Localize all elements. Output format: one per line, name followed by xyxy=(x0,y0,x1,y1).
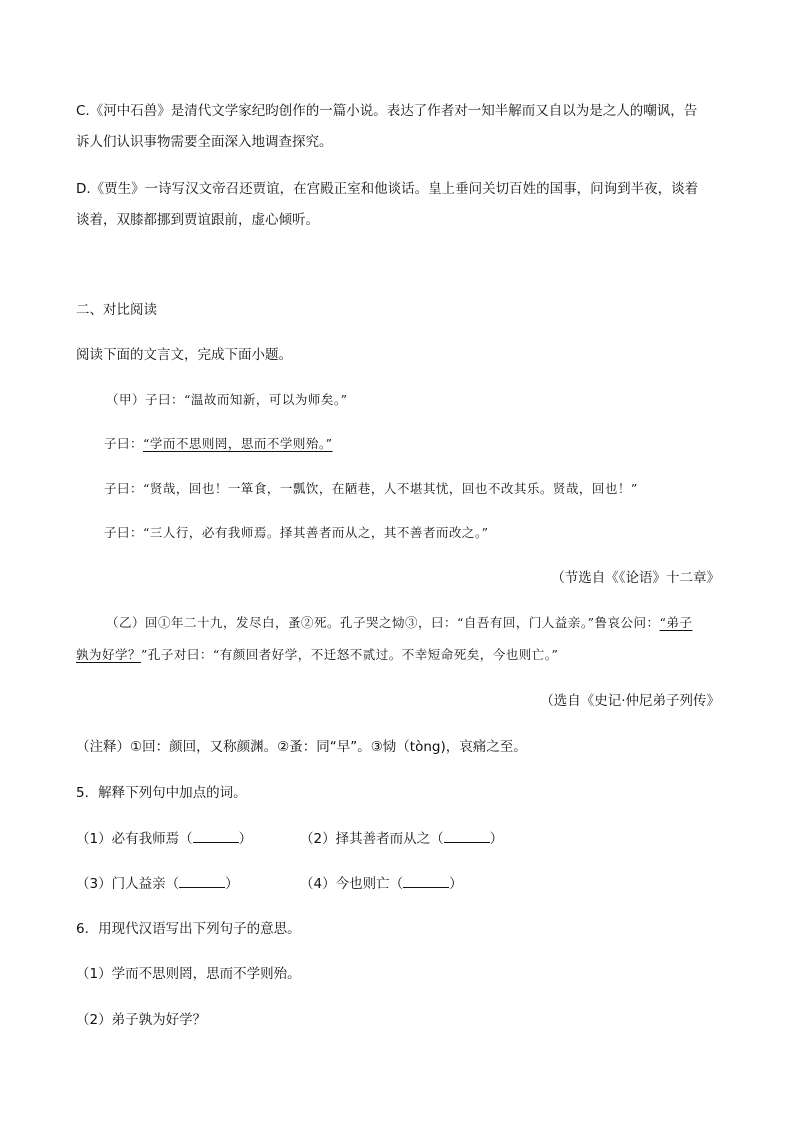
jia-line2 xyxy=(104,434,333,454)
notes: （注释）①回：颜回，又称颜渊。②蚤：同“早”。③恸（tòng)，哀痛之至。 xyxy=(76,739,527,755)
q6-item-1: （1）学而不思则罔，思而不学则殆。 xyxy=(76,966,301,982)
jia-line3: 子曰：“贤哉，回也！一箪食，一瓢饮，在陋巷，人不堪其忧，回也不改其乐。贤哉，回也！” xyxy=(104,481,638,496)
q5-item-2 xyxy=(300,828,503,849)
section-instruction: 阅读下面的文言文，完成下面小题。 xyxy=(76,347,292,363)
answer-blank-1[interactable] xyxy=(193,828,239,843)
q5-item-2-close: ） xyxy=(489,831,504,847)
q5-item-2-label: （2）择其善者而从之（ xyxy=(300,831,444,847)
jia-line1: （甲）子曰：“温故而知新，可以为师矣。” xyxy=(106,392,348,407)
yi-line1 xyxy=(106,613,692,633)
option-c-line2: 诉人们认识事物需要全面深入地调查探究。 xyxy=(76,134,333,150)
option-d-line2: 谈着，双膝都挪到贾谊跟前，虚心倾听。 xyxy=(76,212,319,228)
yi-line1-prefix: （乙）回①年二十九，发尽白，蚤②死。孔子哭之恸③，曰：“自吾有回，门人益亲。”鲁哀公问： xyxy=(106,615,660,630)
q6-item-2: （2）弟子孰为好学？ xyxy=(76,1012,207,1028)
q5-item-1-label: （1）必有我师焉（ xyxy=(76,831,193,847)
jia-line4: 子曰：“三人行，必有我师焉。择其善者而从之，其不善者而改之。” xyxy=(104,525,489,540)
yi-line2-rest: ”孔子对曰：“有颜回者好学，不迁怒不贰过。不幸短命死矣，今也则亡。” xyxy=(141,647,559,662)
q5-item-3-close: ） xyxy=(225,876,239,892)
q5-item-3 xyxy=(76,873,239,894)
q5-item-3-label: （3）门人益亲（ xyxy=(76,876,180,892)
option-d-line1: D.《贾生》一诗写汉文帝召还贾谊，在宫殿正室和他谈话。皇上垂问关切百姓的国事，问询到半夜，谈着 xyxy=(76,181,699,197)
q5-item-1 xyxy=(76,828,252,849)
answer-blank-4[interactable] xyxy=(403,873,449,888)
q6-stem: 6．用现代汉语写出下列句子的意思。 xyxy=(76,921,301,937)
yi-line2 xyxy=(76,645,558,665)
answer-blank-2[interactable] xyxy=(444,828,490,843)
option-c-line1: C.《河中石兽》是清代文学家纪昀创作的一篇小说。表达了作者对一知半解而又自以为是之人的嘲讽，告 xyxy=(76,103,698,119)
yi-source: （选自《史记·仲尼弟子列传》 xyxy=(540,693,720,709)
yi-line1-underlined: “弟子 xyxy=(659,615,693,630)
q5-item-4-label: （4）今也则亡（ xyxy=(300,876,404,892)
section-title: 二、对比阅读 xyxy=(76,302,157,318)
q5-item-4 xyxy=(300,873,463,894)
answer-blank-3[interactable] xyxy=(179,873,225,888)
jia-source: （节选自《《论语》十二章》 xyxy=(551,570,720,586)
jia-line2-prefix: 子曰： xyxy=(104,436,144,451)
yi-line2-underlined: 孰为好学？ xyxy=(76,647,142,662)
q5-stem: 5．解释下列句中加点的词。 xyxy=(76,785,247,801)
q5-item-4-close: ） xyxy=(449,876,463,892)
q5-item-1-close: ） xyxy=(238,831,253,847)
jia-line2-underlined: “学而不思则罔，思而不学则殆。” xyxy=(143,436,333,451)
